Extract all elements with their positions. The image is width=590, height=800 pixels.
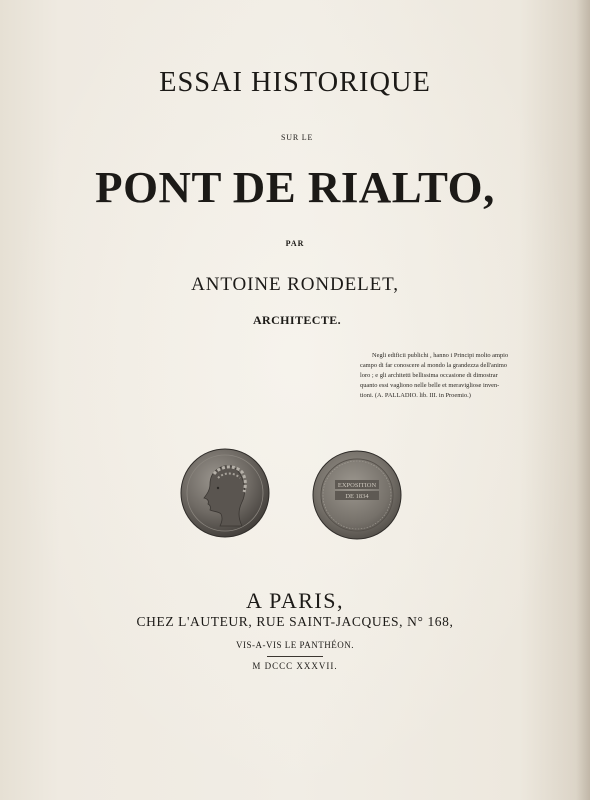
medal-portrait-svg — [180, 448, 270, 538]
imprint-rule — [267, 656, 323, 657]
medal-inscription-svg — [312, 450, 402, 540]
medal-reverse-icon — [312, 450, 402, 540]
page-fold-shadow — [576, 0, 590, 800]
medal-text-line2: DE 1834 — [345, 493, 369, 500]
epigraph-line: Negli edificii publichi , hanno i Principi molto ampio — [372, 352, 509, 359]
title-line-2: PONT DE RIALTO, — [95, 163, 495, 212]
epigraph-line: loro ; e gli architetti bellissima occasione di dimostrar — [360, 372, 498, 379]
medal-obverse-icon — [180, 448, 270, 538]
imprint-city: A PARIS, — [245, 588, 344, 613]
epigraph-line: campo di far conoscere al mondo la grandezza dell'animo — [360, 362, 508, 369]
epigraph-line: quanto essi vagliono nelle belle et meravigliose inven- — [360, 382, 500, 389]
connector-sur-le: SUR LE — [281, 133, 314, 142]
imprint-address: VIS-A-VIS LE PANTHÉON. — [236, 640, 354, 650]
imprint-publisher: CHEZ L'AUTEUR, RUE SAINT-JACQUES, N° 168, — [136, 614, 454, 629]
title-line-1: ESSAI HISTORIQUE — [159, 66, 431, 98]
connector-par: PAR — [285, 239, 305, 248]
epigraph-line: tioni. (A. PALLADIO. lib. III. in Proemio.) — [360, 392, 471, 399]
author-name: ANTOINE RONDELET, — [191, 274, 399, 295]
imprint-date: M DCCC XXXVII. — [252, 661, 338, 671]
medal-text-line1: EXPOSITION — [337, 482, 377, 489]
epigraph — [360, 351, 520, 401]
author-profession: ARCHITECTE. — [252, 313, 342, 327]
